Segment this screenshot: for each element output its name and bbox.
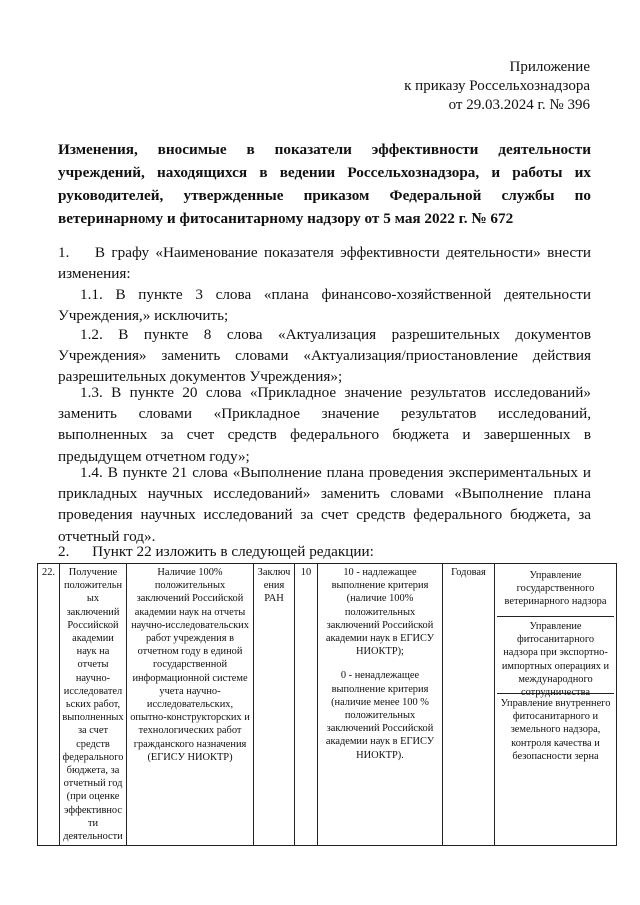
indicator-criterion: Наличие 100% положительных заключений Российской академии наук на отчеты научно-исследовательских работ учреждения в отчетном году в единой государственной информационной системе учета научно-исследовательских, опытно-конструкторских и технологических работ гражданского назначения (ЕГИСУ НИОКТР): [127, 564, 254, 846]
score-positive: 10 - надлежащее выполнение критерия (наличие 100% положительных заключений Российской академии наук в ЕГИСУ НИОКТР);: [325, 567, 435, 658]
indicator-name: Получение положительных заключений Российской академии наук на отчеты научно-исследовательских работ, выполненных за счет средств федерального бюджета, за отчетный год (при оценке эффективности деятельности: [60, 564, 127, 846]
responsible-unit: Управление фитосанитарного надзора при экспортно-импортных операциях и международного сотрудничества: [497, 617, 614, 694]
table-row: [38, 564, 617, 846]
document-title: Изменения, вносимые в показатели эффективности деятельности учреждений, находящихся в ведении Россельхознадзора, и работы их руководителей, утвержденные приказом Федеральной службы по ветеринарному и фитосанитарному надзору от 5 мая 2022 г. № 672: [58, 141, 591, 227]
responsible-unit: Управление государственного ветеринарного надзора: [497, 566, 614, 617]
period: Годовая: [443, 564, 495, 846]
paragraph-1-1: 1.1. В пункте 3 слова «плана финансово-хозяйственной деятельности Учреждения,» исключить;: [58, 286, 591, 325]
paragraph-1-4: 1.4. В пункте 21 слова «Выполнение плана проведения экспериментальных и прикладных научных исследований» заменить словами «Выполнение плана проведения научных исследований за счет средств федерального бюджета, за отчетный год».: [58, 464, 591, 545]
order-date: от 29.03.2024 г. № 396: [448, 97, 590, 113]
row-number: 22.: [38, 564, 60, 846]
data-source: Заключения РАН: [254, 564, 295, 846]
responsible-unit: Управление внутреннего фитосанитарного и земельного надзора, контроля качества и безопасности зерна: [500, 698, 611, 762]
appendix-label: Приложение: [509, 59, 590, 75]
scoring-rules: [318, 564, 443, 846]
order-reference: к приказу Россельхознадзора: [404, 78, 590, 94]
responsible-units: [495, 564, 617, 846]
max-points: 10: [295, 564, 318, 846]
appendix-header: [404, 58, 590, 115]
paragraph-2: 2. Пункт 22 изложить в следующей редакции:: [58, 543, 374, 560]
paragraph-1: 1. В графу «Наименование показателя эффективности деятельности» внести изменения:: [58, 244, 591, 283]
score-negative: 0 - ненадлежащее выполнение критерия (наличие менее 100 % положительных заключений Российской академии наук в ЕГИСУ НИОКТР).: [325, 670, 435, 761]
indicator-table: [37, 563, 617, 846]
paragraph-1-3: 1.3. В пункте 20 слова «Прикладное значение результатов исследований» заменить словами «Прикладное значение результатов исследований, выполненных за счет средств федерального бюджета и завершенных в предыдущем отчетном году»;: [58, 384, 591, 465]
paragraph-1-2: 1.2. В пункте 8 слова «Актуализация разрешительных документов Учреждения» заменить словами «Актуализация/приостановление действия разрешительных документов Учреждения»;: [58, 326, 591, 386]
